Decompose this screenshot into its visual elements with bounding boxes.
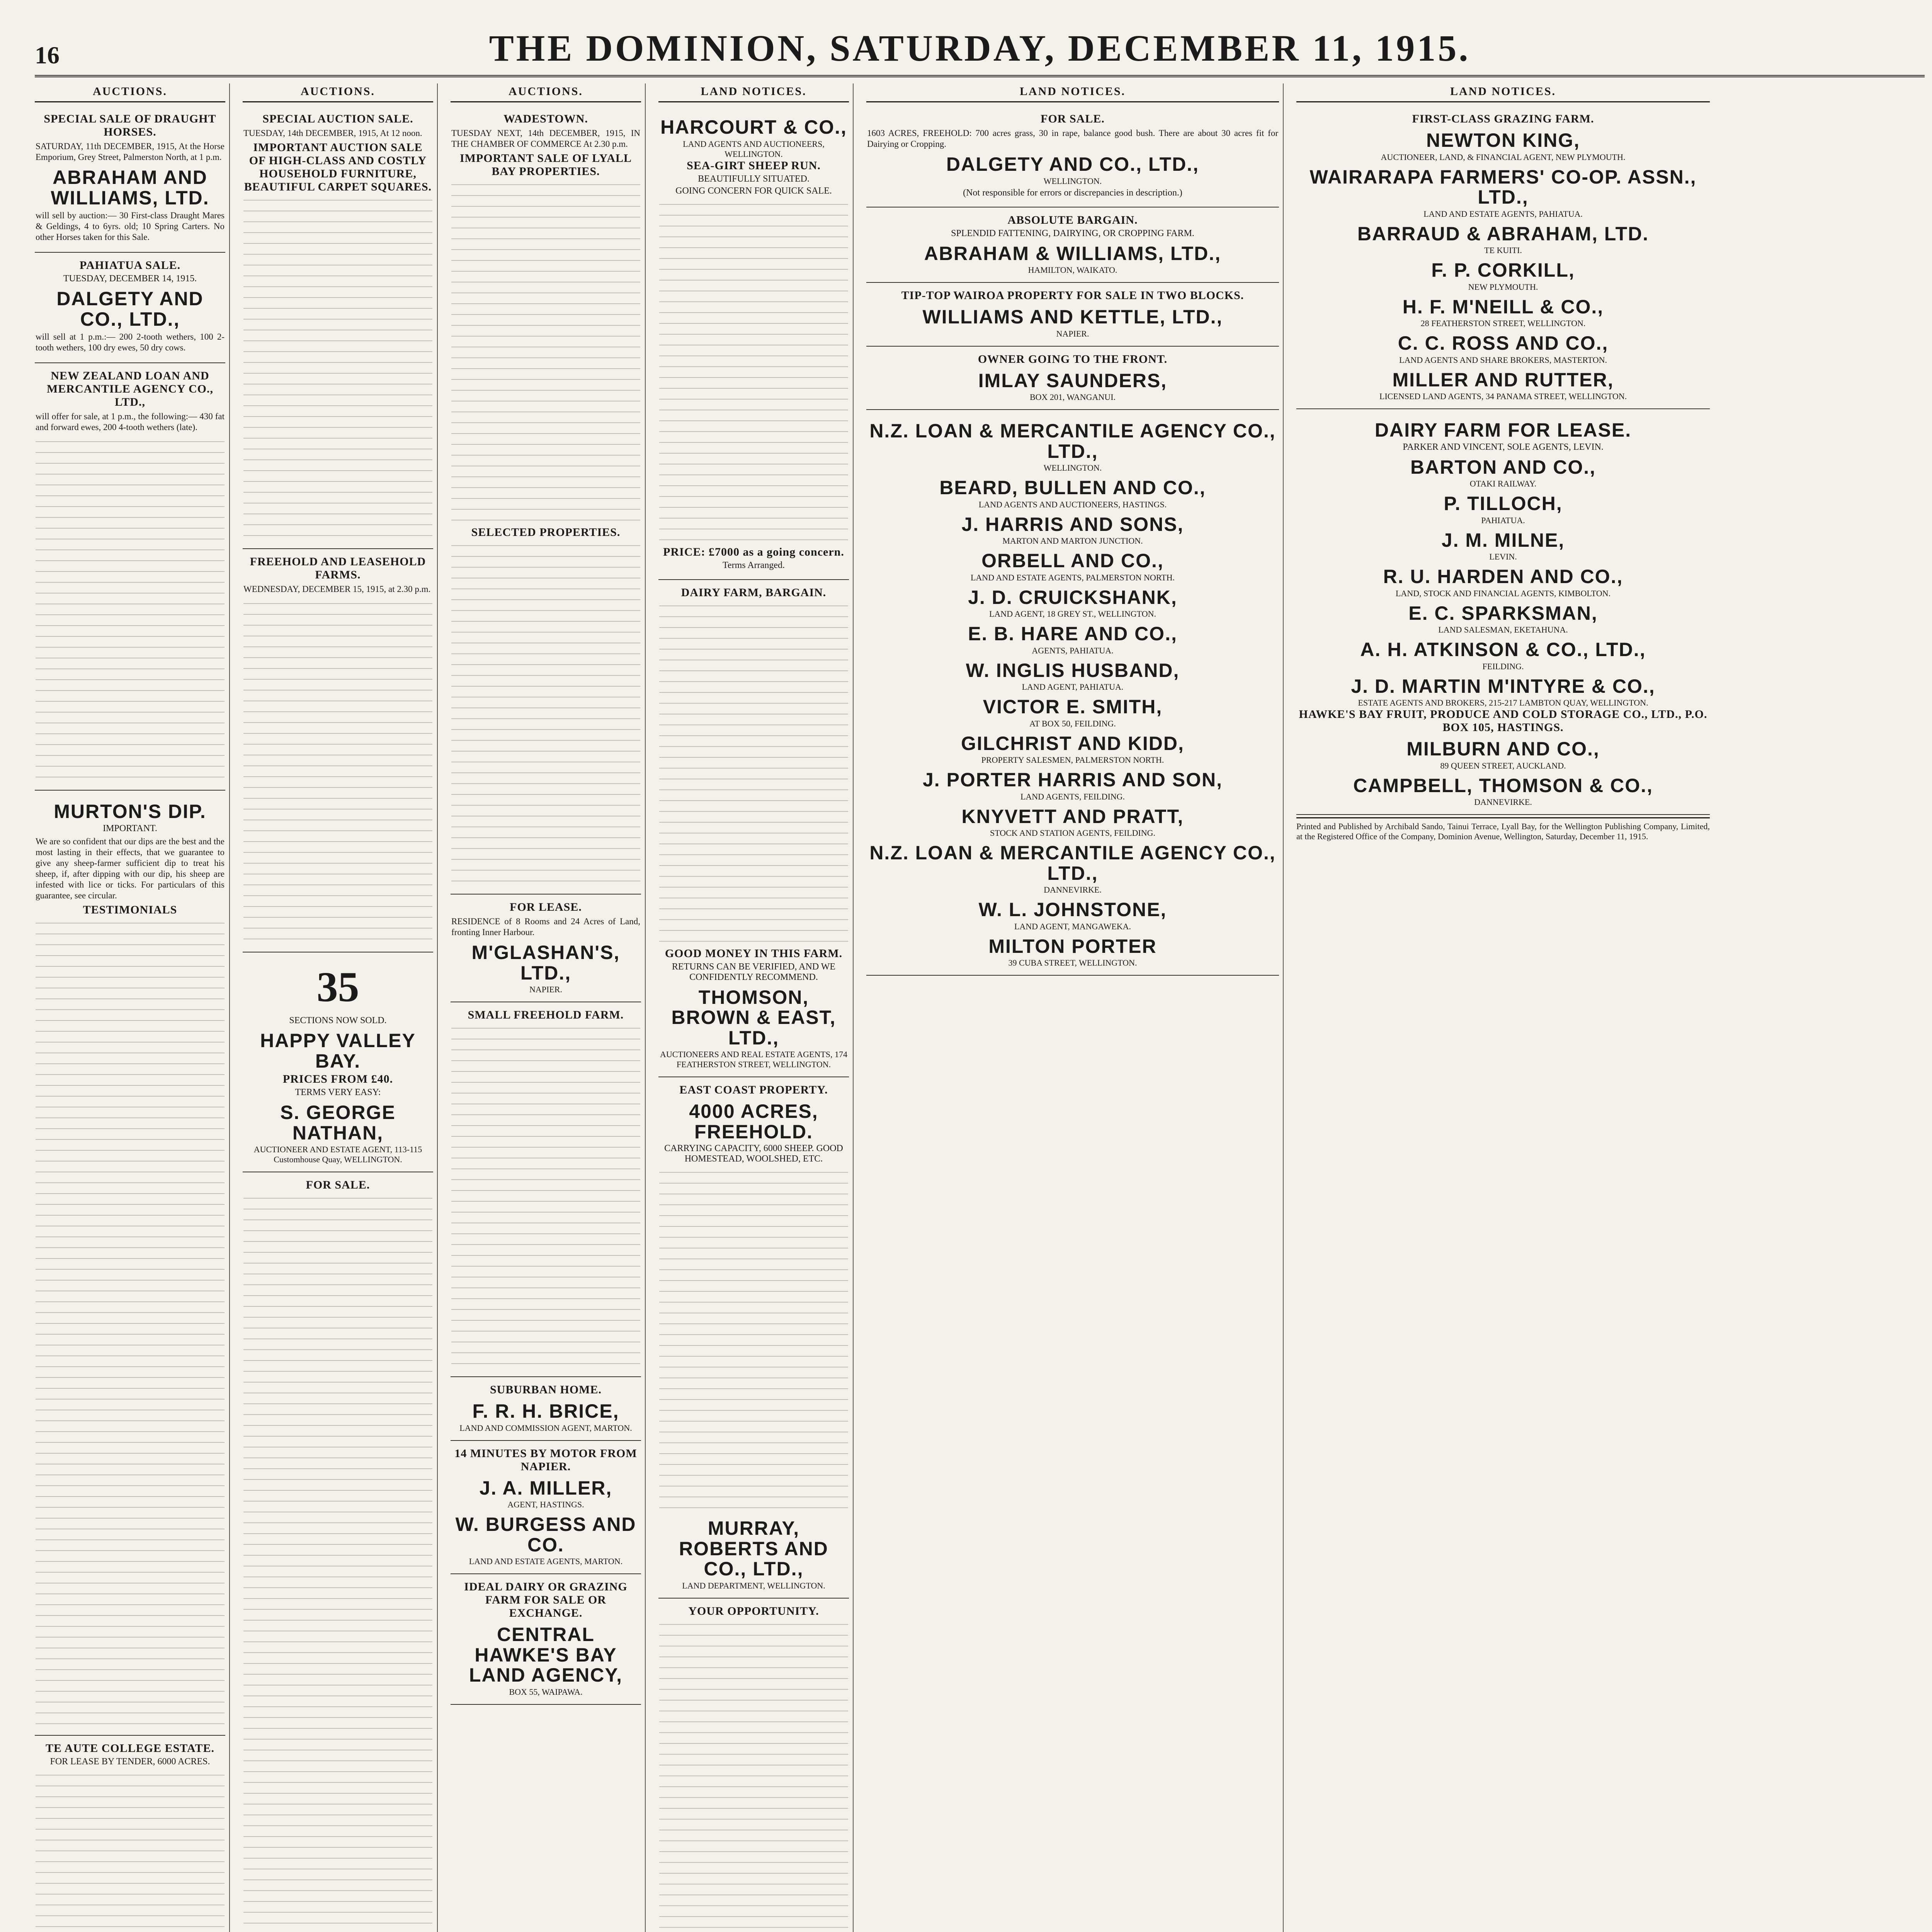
ad-tag: LAND AGENTS AND SHARE BROKERS, MASTERTON. (1399, 355, 1607, 365)
ad-agent: DAIRY FARM FOR LEASE. (1374, 419, 1632, 441)
ad-tag: PAHIATUA. (1481, 515, 1525, 525)
ad-subheading: CARRYING CAPACITY, 6000 SHEEP. GOOD HOMESTEAD, WOOLSHED, ETC. (664, 1143, 843, 1164)
ad-heading: PRICES FROM £40. (282, 1073, 393, 1086)
ad-tag: WELLINGTON. (1043, 176, 1102, 186)
column-5 (866, 83, 1284, 1932)
ad-tag: LAND DEPARTMENT, WELLINGTON. (682, 1580, 825, 1590)
ad-small-freehold (451, 1005, 641, 1377)
ad-tag: AGENT, HASTINGS. (507, 1500, 584, 1510)
ad-heading: TESTIMONIALS (83, 903, 177, 917)
ad-tag: STOCK AND STATION AGENTS, FEILDING. (990, 828, 1156, 838)
ad-agent: WAIRARAPA FARMERS' CO-OP. ASSN., LTD., (1310, 166, 1697, 208)
ad-freehold-farms (243, 551, 433, 952)
ad-murtons-dip (35, 793, 225, 1736)
ad-agent: M'GLASHAN'S, LTD., (471, 942, 620, 984)
ad-heading: FOR SALE. (1041, 112, 1105, 125)
ad-agent: CAMPBELL, THOMSON & CO., (1353, 774, 1653, 796)
ad-agent: ORBELL AND CO., (981, 550, 1164, 572)
columns (35, 83, 1925, 1932)
ad-text: will sell by auction:— 30 First-class Draught Mares & Geldings, 4 to 6yrs. old; 10 Spring Carters. No other Horses taken for this Sale. (36, 211, 224, 242)
body-text-block (36, 435, 224, 783)
ad-agent: BARTON AND CO., (1410, 456, 1596, 478)
ad-tag: LEVIN. (1489, 552, 1517, 561)
ad-text: will sell at 1 p.m.:— 200 2-tooth wethers, 100 2-tooth wethers, 100 dry ewes, 50 dry cows. (36, 332, 224, 353)
ad-text: RESIDENCE of 8 Rooms and 24 Acres of Land, fronting Inner Harbour. (451, 917, 640, 937)
body-text-block (451, 1022, 640, 1369)
ad-tag: LAND AND ESTATE AGENTS, PALMERSTON NORTH. (970, 572, 1175, 582)
ad-grazing-farm (1296, 109, 1710, 409)
ad-heading: PRICE: £7000 as a going concern. (663, 545, 844, 558)
ad-agent: IMLAY SAUNDERS, (978, 369, 1167, 391)
ad-agent: F. R. H. BRICE, (472, 1400, 619, 1422)
column-4 (658, 83, 854, 1932)
ad-te-aute-college (35, 1738, 225, 1932)
sections-count: 35 (316, 963, 359, 1011)
ad-subheading: SECTIONS NOW SOLD. (289, 1015, 387, 1026)
ad-agent: MURRAY, ROBERTS AND CO., LTD., (679, 1517, 828, 1580)
ad-tag: OTAKI RAILWAY. (1469, 479, 1537, 488)
ad-tag: NAPIER. (529, 985, 562, 995)
ad-tag: AT BOX 50, FEILDING. (1029, 718, 1116, 728)
ad-agent: CENTRAL HAWKE'S BAY LAND AGENCY, (469, 1624, 623, 1686)
ad-heading: YOUR OPPORTUNITY. (688, 1604, 819, 1617)
ad-agent: R. U. HARDEN AND CO., (1383, 566, 1623, 587)
column-2 (243, 83, 438, 1932)
ad-agent: J. D. MARTIN M'INTYRE & CO., (1351, 675, 1655, 697)
ad-agent: DALGETY AND CO., LTD., (946, 153, 1199, 175)
ad-subheading: Terms Arranged. (723, 560, 785, 570)
ad-heading: SELECTED PROPERTIES. (471, 526, 621, 539)
ad-special-auction (243, 109, 433, 549)
ad-agent: P. TILLOCH, (1444, 493, 1563, 514)
ad-tag: LAND AND COMMISSION AGENT, MARTON. (459, 1423, 632, 1433)
ad-heading: FREEHOLD AND LEASEHOLD FARMS. (250, 555, 426, 582)
ad-tag: LAND AGENTS, FEILDING. (1020, 791, 1125, 801)
ad-heading: TIP-TOP WAIROA PROPERTY FOR SALE IN TWO BLOCKS. (901, 289, 1244, 302)
column-3 (451, 83, 646, 1932)
ad-tag: 28 FEATHERSTON STREET, WELLINGTON. (1420, 318, 1586, 328)
ad-agent: E. C. SPARKSMAN, (1408, 602, 1598, 624)
ad-agent: E. B. HARE AND CO., (968, 623, 1177, 645)
ad-agent: VICTOR E. SMITH, (983, 696, 1163, 718)
ad-subheading: TERMS VERY EASY: (295, 1087, 381, 1098)
ad-tag: LAND AGENTS AND AUCTIONEERS, WELLINGTON. (683, 139, 825, 159)
ad-tag: DANNEVIRKE. (1044, 885, 1102, 895)
body-text-block (243, 194, 432, 541)
ad-agent: HAPPY VALLEY BAY. (260, 1030, 416, 1072)
ad-heading: 14 MINUTES BY MOTOR FROM NAPIER. (454, 1447, 637, 1473)
newspaper-title: THE DOMINION, SATURDAY, DECEMBER 11, 1915. (489, 27, 1471, 69)
column-1 (35, 83, 230, 1932)
ad-agent: J. D. CRUICKSHANK, (968, 586, 1177, 608)
ad-heading: OWNER GOING TO THE FRONT. (978, 352, 1168, 366)
ad-heading: ABSOLUTE BARGAIN. (1007, 213, 1138, 226)
column-header: LAND NOTICES. (658, 83, 849, 102)
ad-agent: F. P. CORKILL, (1431, 259, 1575, 281)
ad-heading: SMALL FREEHOLD FARM. (468, 1009, 624, 1022)
ad-text: WEDNESDAY, DECEMBER 15, 1915, at 2.30 p.m. (243, 584, 431, 594)
ad-agent: J. PORTER HARRIS AND SON, (922, 769, 1223, 791)
ad-agent: KNYVETT AND PRATT, (961, 805, 1184, 827)
ad-tag: LAND AND ESTATE AGENTS, MARTON. (469, 1556, 623, 1566)
column-header: LAND NOTICES. (866, 83, 1279, 102)
ad-tag: LICENSED LAND AGENTS, 34 PANAMA STREET, WELLINGTON. (1379, 391, 1627, 401)
body-text-block (36, 917, 224, 1728)
ad-agent: MILLER AND RUTTER, (1392, 369, 1614, 391)
ad-tag: DANNEVIRKE. (1474, 797, 1532, 807)
ad-agent: H. F. M'NEILL & CO., (1402, 296, 1604, 318)
ad-agent: 4000 ACRES, FREEHOLD. (689, 1100, 818, 1143)
ad-heading: TE AUTE COLLEGE ESTATE. (45, 1742, 215, 1755)
ad-agent: DALGETY AND CO., LTD., (56, 288, 204, 330)
publisher-imprint: Printed and Published by Archibald Sando, Tainui Terrace, Lyall Bay, for the Wellington Publishing Company, Limited, at the Registered Office of the Company, Dominion Avenue, Wellington, Saturday, December 11, 1915. (1296, 817, 1710, 842)
ad-absolute-bargain (866, 210, 1279, 283)
ad-dairy-lease (1296, 412, 1710, 815)
ad-heading: GOOD MONEY IN THIS FARM. (665, 947, 843, 960)
ad-tag: AGENTS, PAHIATUA. (1032, 645, 1114, 655)
ad-agent: BEARD, BULLEN AND CO., (939, 477, 1206, 499)
column-6 (1296, 83, 1714, 1932)
ad-heading: WADESTOWN. (503, 112, 588, 125)
ad-tag: WELLINGTON. (1043, 463, 1102, 473)
ad-tag: ESTATE AGENTS AND BROKERS, 215-217 LAMBTON QUAY, WELLINGTON. (1358, 698, 1648, 707)
body-text-block (659, 198, 848, 546)
ad-tag: FEILDING. (1482, 661, 1524, 671)
ad-agent: C. C. ROSS AND CO., (1398, 332, 1609, 354)
ad-suburban-home (451, 1379, 641, 1441)
ad-text: 1603 ACRES, FREEHOLD: 700 acres grass, 30 in rape, balance good bush. There are about 30 acres fit for Dairying or Cropping. (867, 128, 1278, 149)
column-header: AUCTIONS. (451, 83, 641, 102)
ad-tag: 39 CUBA STREET, WELLINGTON. (1008, 958, 1137, 968)
ad-heading: FIRST-CLASS GRAZING FARM. (1412, 112, 1594, 125)
ad-agent: MILTON PORTER (988, 935, 1157, 957)
ad-subheading: RETURNS CAN BE VERIFIED, AND WE CONFIDENTLY RECOMMEND. (672, 961, 836, 982)
ad-heading: EAST COAST PROPERTY. (679, 1083, 828, 1096)
ad-agent: WILLIAMS AND KETTLE, LTD., (922, 306, 1223, 328)
ad-heading: FOR SALE. (306, 1179, 370, 1192)
ad-tag: NAPIER. (1056, 328, 1089, 338)
ad-central-hawkes-bay (451, 1577, 641, 1705)
ad-tag: NEW PLYMOUTH. (1468, 282, 1538, 292)
ad-agent: W. L. JOHNSTONE, (978, 899, 1167, 921)
ad-heading: IMPORTANT SALE OF LYALL BAY PROPERTIES. (459, 152, 632, 178)
body-text-block (659, 599, 848, 947)
masthead (35, 27, 1925, 77)
ad-agent: N.Z. LOAN & MERCANTILE AGENCY CO., LTD., (869, 420, 1276, 462)
ad-text: will offer for sale, at 1 p.m., the following:— 430 fat and forward ewes, 200 4-tooth wethers (late). (36, 412, 224, 432)
ad-text: TUESDAY, 14th DECEMBER, 1915, At 12 noon. (243, 128, 422, 138)
ad-agent: W. BURGESS AND CO. (455, 1514, 636, 1556)
ad-tag: LAND SALESMAN, EKETAHUNA. (1438, 625, 1568, 634)
ad-happy-valley-bay (243, 955, 433, 1172)
ad-tag: LAND AGENTS AND AUCTIONEERS, HASTINGS. (978, 499, 1167, 509)
ad-agent: MURTON'S DIP. (54, 801, 206, 823)
body-text-block (36, 1769, 224, 1932)
body-text-block (451, 539, 640, 887)
ad-owner-front (866, 349, 1279, 410)
ad-note: (Not responsible for errors or discrepancies in description.) (963, 187, 1182, 198)
ad-1603-acres (866, 109, 1279, 207)
ad-heading: SPECIAL SALE OF DRAUGHT HORSES. (44, 112, 216, 138)
ad-draught-horses (35, 109, 225, 253)
column-header: AUCTIONS. (35, 83, 225, 102)
ad-wadestown (451, 109, 641, 895)
ad-nz-loan (35, 366, 225, 791)
ad-heading: IDEAL DAIRY OR GRAZING FARM FOR SALE OR EXCHANGE. (464, 1580, 628, 1620)
ad-for-sale-blake (243, 1175, 433, 1932)
ad-subheading: SPLENDID FATTENING, DAIRYING, OR CROPPING FARM. (951, 228, 1194, 238)
ad-tag: MARTON AND MARTON JUNCTION. (1002, 536, 1143, 546)
ad-agent: MILBURN AND CO., (1406, 738, 1600, 760)
ad-heading: DAIRY FARM, BARGAIN. (681, 586, 827, 599)
ad-agent-list-1 (866, 412, 1279, 976)
ad-wairoa (866, 285, 1279, 347)
ad-heading: PAHIATUA SALE. (79, 259, 181, 272)
ad-heading: FOR LEASE. (510, 901, 582, 914)
ad-heading: SPECIAL AUCTION SALE. (262, 112, 413, 125)
ad-agent: NEWTON KING, (1426, 129, 1580, 151)
ad-tag: LAND AGENT, PAHIATUA. (1022, 682, 1124, 692)
ad-agent: A. H. ATKINSON & CO., LTD., (1360, 639, 1646, 660)
ad-subheading: FOR LEASE BY TENDER, 6000 ACRES. (50, 1757, 210, 1767)
ad-your-opportunity (658, 1601, 849, 1932)
ad-tag: AUCTIONEER AND ESTATE AGENT, 113-115 Customhouse Quay, WELLINGTON. (253, 1145, 422, 1165)
ad-tag: LAND AND ESTATE AGENTS, PAHIATUA. (1423, 209, 1583, 219)
ad-tag: LAND, STOCK AND FINANCIAL AGENTS, KIMBOLTON. (1395, 588, 1611, 598)
ad-tag: PROPERTY SALESMEN, PALMERSTON NORTH. (981, 755, 1164, 765)
ad-heading: SEA-GIRT SHEEP RUN. (687, 159, 821, 172)
ad-agent: ABRAHAM & WILLIAMS, LTD., (924, 242, 1221, 264)
ad-heading: IMPORTANT AUCTION SALE OF HIGH-CLASS AND COSTLY HOUSEHOLD FURNITURE, BEAUTIFUL CARPET SQUARES. (244, 141, 432, 194)
ad-agent: GILCHRIST AND KIDD, (961, 732, 1184, 754)
ad-tag: LAND AGENT, MANGAWEKA. (1014, 921, 1131, 931)
ad-agent: J. A. MILLER, (479, 1477, 612, 1499)
ad-pahiatua-sale (35, 255, 225, 363)
ad-date: TUESDAY, DECEMBER 14, 1915. (63, 274, 197, 284)
column-header: LAND NOTICES. (1296, 83, 1710, 102)
ad-agent: BARRAUD & ABRAHAM, LTD. (1357, 223, 1649, 245)
ad-subheading: PARKER AND VINCENT, SOLE AGENTS, LEVIN. (1403, 442, 1604, 452)
ad-text: TUESDAY NEXT, 14th DECEMBER, 1915, IN THE CHAMBER OF COMMERCE At 2.30 p.m. (451, 128, 640, 149)
body-text-block (243, 1192, 432, 1932)
ad-heading: HAWKE'S BAY FRUIT, PRODUCE AND COLD STORAGE CO., LTD., P.O. BOX 105, HASTINGS. (1299, 708, 1708, 734)
ad-subheading: BEAUTIFULLY SITUATED. (698, 173, 810, 184)
ad-agent: S. GEORGE NATHAN, (280, 1102, 396, 1144)
ad-tag: 89 QUEEN STREET, AUCKLAND. (1440, 760, 1566, 770)
ad-text: We are so confident that our dips are the best and the most lasting in their effects, that we guarantee to give any sheep-farmer sufficient dip to treat his sheep, if, after dipping with our dip, his sheep are infested with lice or ticks. For particulars of this guarantee, see circular. (36, 836, 224, 901)
ad-for-lease-napier (451, 897, 641, 1002)
column-header: AUCTIONS. (243, 83, 433, 102)
body-text-block (659, 1166, 848, 1514)
ad-east-coast (658, 1080, 849, 1599)
ad-napier-motor (451, 1443, 641, 1575)
ad-tag: AUCTIONEERS AND REAL ESTATE AGENTS, 174 FEATHERSTON STREET, WELLINGTON. (660, 1049, 848, 1069)
body-text-block (451, 178, 640, 526)
ad-text: SATURDAY, 11th DECEMBER, 1915, At the Horse Emporium, Grey Street, Palmerston North, at 1 p.m. (36, 141, 224, 162)
ad-tag: AUCTIONEER, LAND, & FINANCIAL AGENT, NEW PLYMOUTH. (1381, 152, 1626, 162)
ad-agent: J. M. MILNE, (1441, 529, 1565, 551)
ad-agent: ABRAHAM AND WILLIAMS, LTD. (51, 167, 209, 209)
ad-agent: THOMSON, BROWN & EAST, LTD., (671, 986, 836, 1049)
ad-agent: N.Z. LOAN & MERCANTILE AGENCY CO., LTD., (869, 842, 1276, 884)
ad-agent: HARCOURT & CO., (660, 116, 847, 138)
ad-harcourt (658, 109, 849, 580)
page-number: 16 (35, 41, 60, 69)
ad-tag: BOX 55, WAIPAWA. (509, 1687, 583, 1697)
ad-agent: J. HARRIS AND SONS, (961, 513, 1184, 535)
ad-subheading: GOING CONCERN FOR QUICK SALE. (675, 185, 832, 196)
body-text-block (243, 597, 432, 945)
ad-tag: HAMILTON, WAIKATO. (1028, 265, 1117, 275)
body-text-block (659, 1618, 848, 1932)
ad-heading: NEW ZEALAND LOAN AND MERCANTILE AGENCY CO., LTD., (47, 369, 213, 409)
ad-agent: W. INGLIS HUSBAND, (966, 659, 1180, 681)
ad-tag: LAND AGENT, 18 GREY ST., WELLINGTON. (989, 609, 1156, 619)
ad-tag: TE KUITI. (1484, 245, 1522, 255)
ad-heading: SUBURBAN HOME. (490, 1383, 602, 1396)
ad-tag: BOX 201, WANGANUI. (1029, 392, 1116, 402)
ad-subheading: IMPORTANT. (103, 823, 157, 833)
ad-dairy-farm-bargain (658, 582, 849, 1078)
